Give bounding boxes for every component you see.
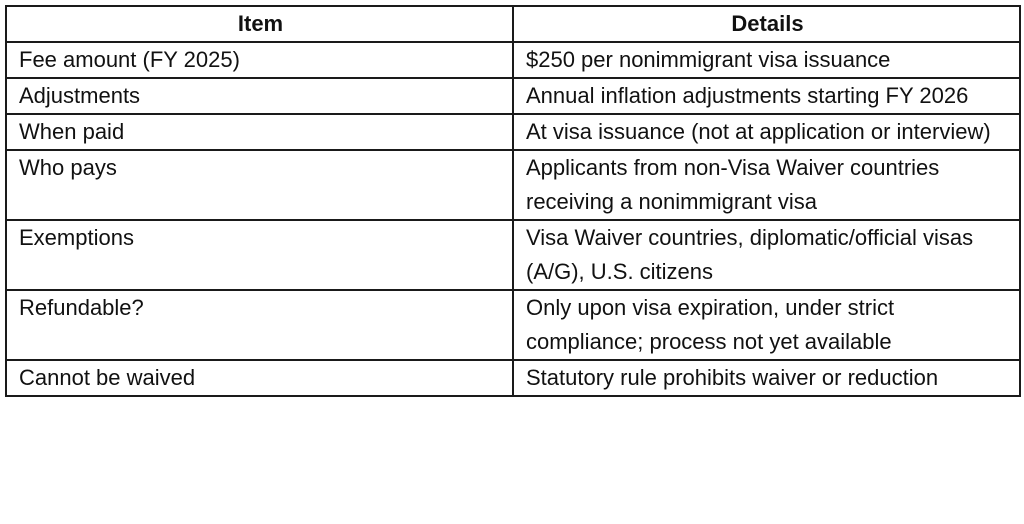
column-header-details: Details xyxy=(513,6,1020,42)
item-cell: When paid xyxy=(6,114,513,150)
visa-fee-table xyxy=(5,5,1021,397)
details-cell: Only upon visa expiration, under strict compliance; process not yet available xyxy=(513,290,1020,360)
details-cell: At visa issuance (not at application or interview) xyxy=(513,114,1020,150)
details-cell: Visa Waiver countries, diplomatic/official visas (A/G), U.S. citizens xyxy=(513,220,1020,290)
item-cell: Adjustments xyxy=(6,78,513,114)
details-cell: Applicants from non-Visa Waiver countries receiving a nonimmigrant visa xyxy=(513,150,1020,220)
table-row xyxy=(6,114,1020,150)
details-cell: Statutory rule prohibits waiver or reduction xyxy=(513,360,1020,396)
table-row xyxy=(6,78,1020,114)
table-row xyxy=(6,220,1020,290)
details-cell: $250 per nonimmigrant visa issuance xyxy=(513,42,1020,78)
column-header-item: Item xyxy=(6,6,513,42)
header-row xyxy=(6,6,1020,42)
table-row xyxy=(6,360,1020,396)
details-cell: Annual inflation adjustments starting FY 2026 xyxy=(513,78,1020,114)
table-row xyxy=(6,150,1020,220)
item-cell: Who pays xyxy=(6,150,513,220)
table-row xyxy=(6,290,1020,360)
item-cell: Exemptions xyxy=(6,220,513,290)
item-cell: Refundable? xyxy=(6,290,513,360)
item-cell: Cannot be waived xyxy=(6,360,513,396)
table-row xyxy=(6,42,1020,78)
item-cell: Fee amount (FY 2025) xyxy=(6,42,513,78)
